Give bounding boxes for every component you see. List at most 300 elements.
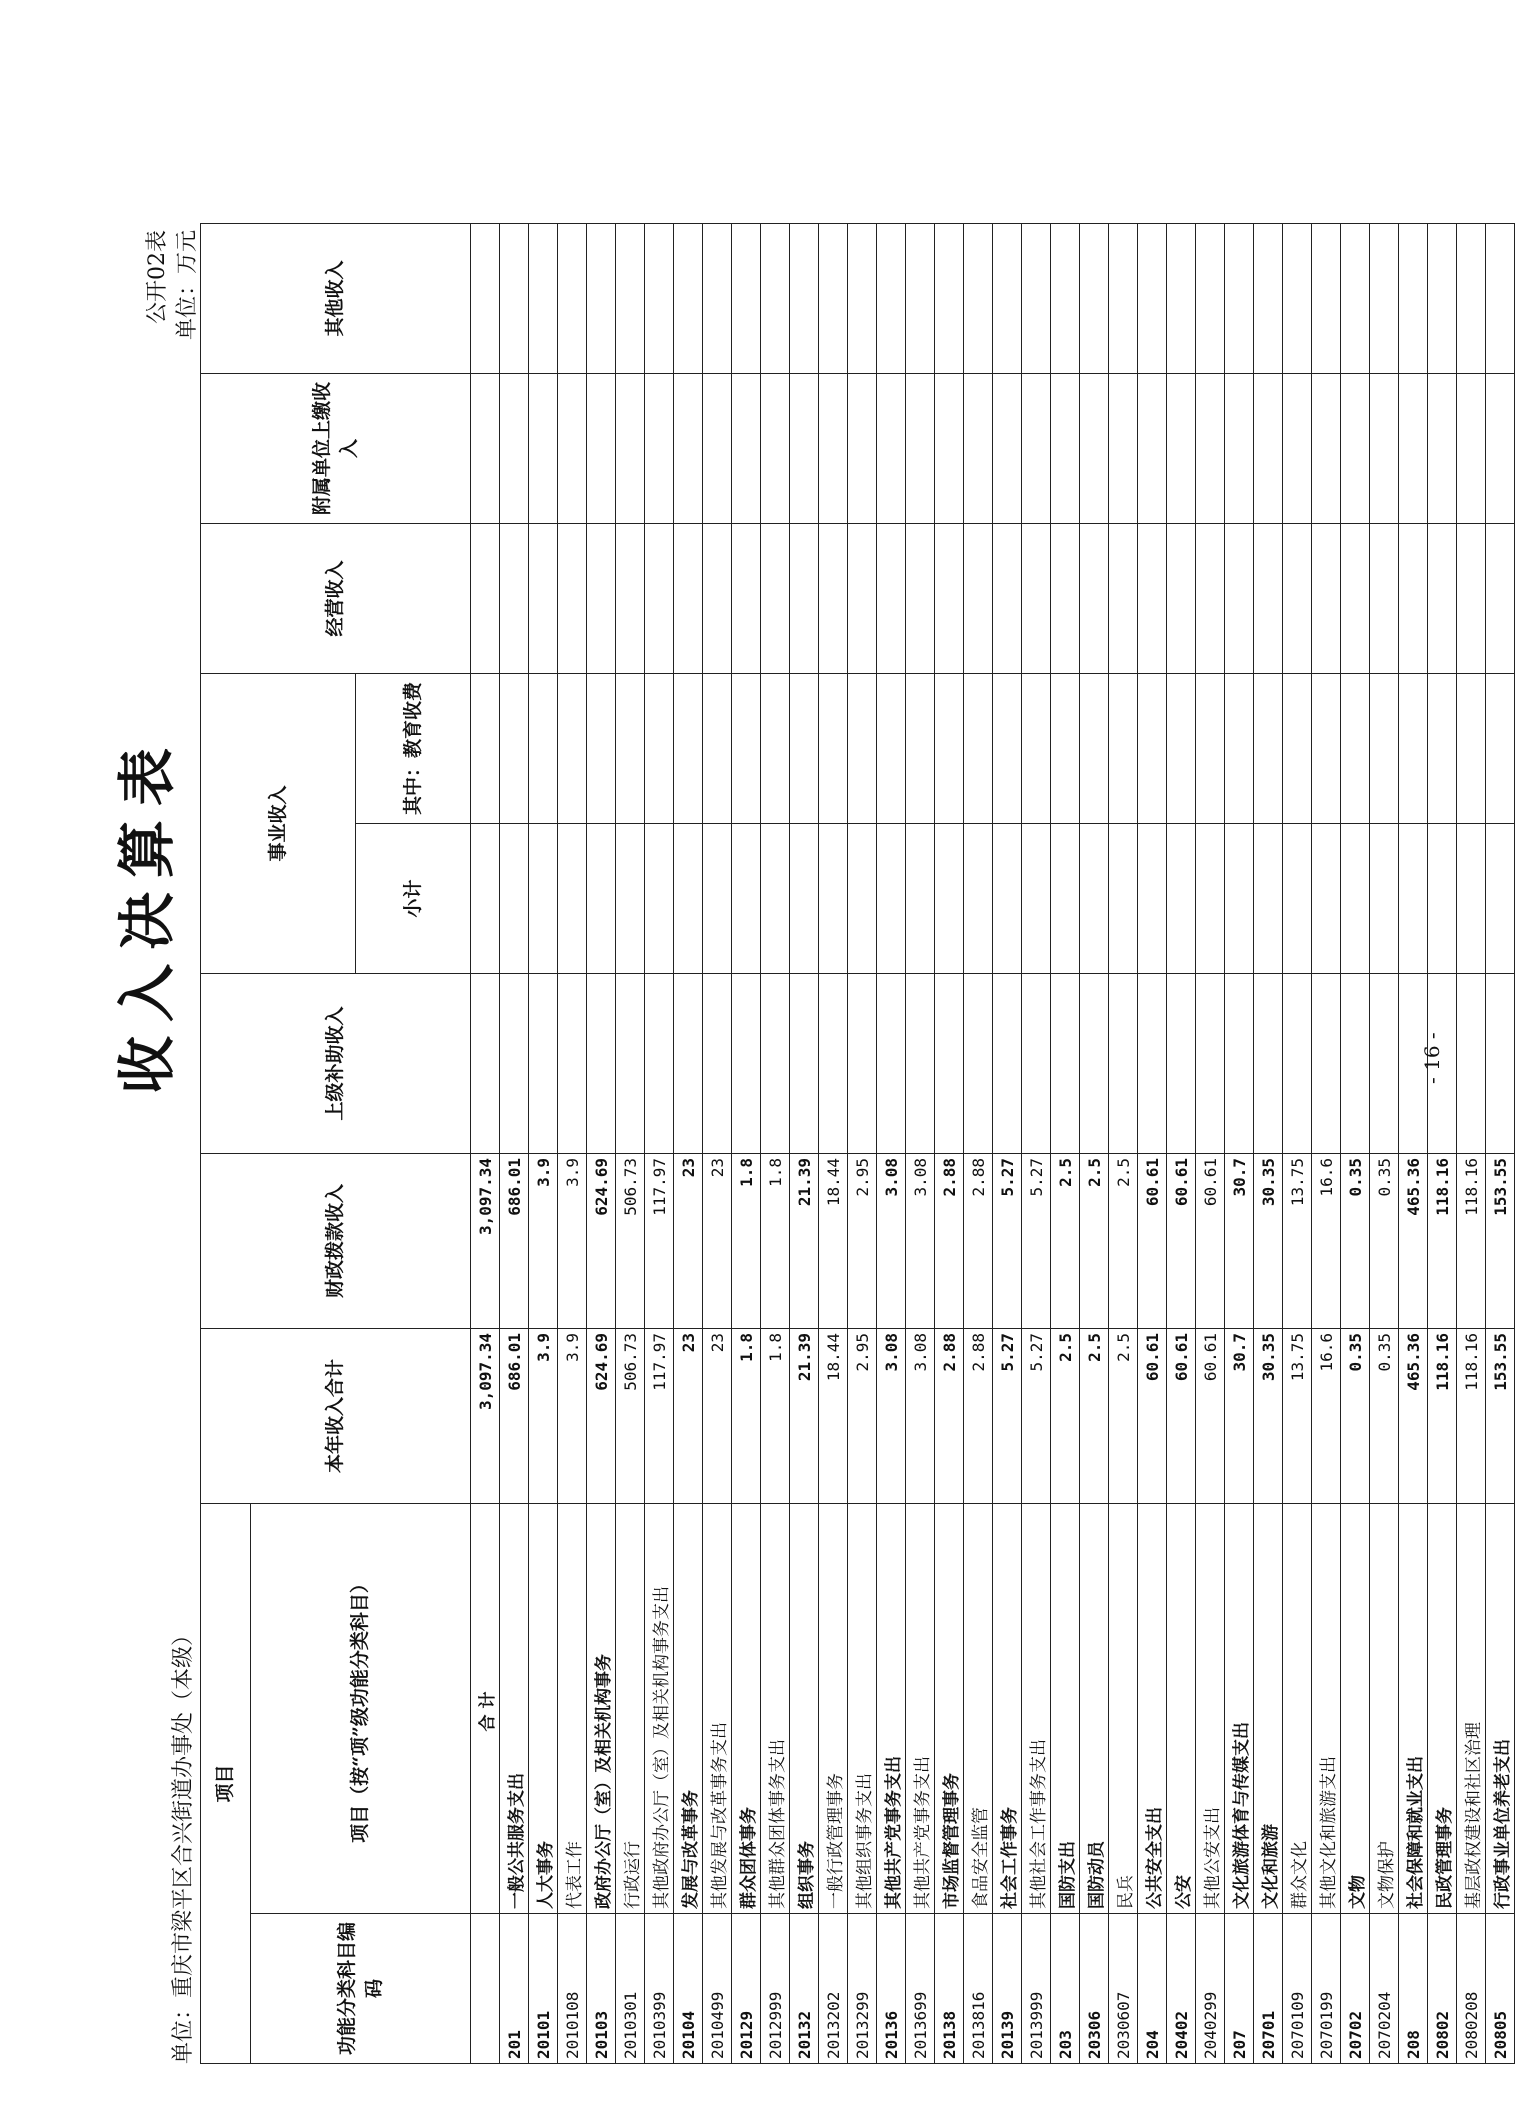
upper-subsidy-cell	[1370, 973, 1399, 1153]
item-name-cell: 民兵	[1109, 1503, 1138, 1913]
fiscal-income-cell: 60.61	[1167, 1153, 1196, 1328]
total-income-cell: 23	[703, 1328, 732, 1503]
business-education-cell	[1283, 673, 1312, 823]
total-income-cell: 23	[674, 1328, 703, 1503]
table-row	[761, 223, 790, 2063]
item-name-cell: 国防支出	[1051, 1503, 1080, 1913]
item-name-cell: 其他共产党事务支出	[906, 1503, 935, 1913]
business-subtotal-cell	[1486, 823, 1515, 973]
affiliated-income-cell	[1254, 373, 1283, 523]
upper-subsidy-cell	[906, 973, 935, 1153]
table-row	[1109, 223, 1138, 2063]
business-education-cell	[1109, 673, 1138, 823]
other-income-cell	[529, 223, 558, 373]
total-income-cell: 118.16	[1457, 1328, 1486, 1503]
fiscal-income-cell: 118.16	[1428, 1153, 1457, 1328]
fiscal-income-cell: 3.08	[906, 1153, 935, 1328]
table-row	[1399, 223, 1428, 2063]
affiliated-income-cell	[1225, 373, 1254, 523]
code-cell: 20402	[1167, 1914, 1196, 2064]
table-row	[790, 223, 819, 2063]
code-cell: 20103	[587, 1914, 616, 2064]
upper-subsidy-cell	[1254, 973, 1283, 1153]
operating-income-cell	[993, 523, 1022, 673]
other-income-cell	[1051, 223, 1080, 373]
table-row	[1051, 223, 1080, 2063]
fiscal-income-cell: 118.16	[1457, 1153, 1486, 1328]
affiliated-income-cell	[1167, 373, 1196, 523]
affiliated-income-cell	[1341, 373, 1370, 523]
business-subtotal-cell	[935, 823, 964, 973]
code-cell: 20101	[529, 1914, 558, 2064]
affiliated-income-cell	[703, 373, 732, 523]
operating-income-cell	[529, 523, 558, 673]
upper-subsidy-cell	[471, 973, 500, 1153]
fiscal-income-cell: 624.69	[587, 1153, 616, 1328]
code-cell: 2070109	[1283, 1914, 1312, 2064]
other-income-cell	[645, 223, 674, 373]
affiliated-income-cell	[1312, 373, 1341, 523]
operating-income-cell	[1457, 523, 1486, 673]
table-row	[1428, 223, 1457, 2063]
business-subtotal-cell	[1109, 823, 1138, 973]
business-subtotal-cell	[1051, 823, 1080, 973]
business-subtotal-cell	[1196, 823, 1225, 973]
table-row	[1196, 223, 1225, 2063]
upper-subsidy-cell	[529, 973, 558, 1153]
fiscal-income-cell: 30.35	[1254, 1153, 1283, 1328]
upper-subsidy-cell	[1341, 973, 1370, 1153]
other-income-cell	[1341, 223, 1370, 373]
total-income-cell: 118.16	[1428, 1328, 1457, 1503]
total-income-cell: 60.61	[1167, 1328, 1196, 1503]
affiliated-income-cell	[1283, 373, 1312, 523]
business-education-cell	[732, 673, 761, 823]
total-income-cell: 117.97	[645, 1328, 674, 1503]
item-name-cell: 代表工作	[558, 1503, 587, 1913]
business-education-cell	[935, 673, 964, 823]
total-income-cell: 0.35	[1370, 1328, 1399, 1503]
code-cell: 20139	[993, 1914, 1022, 2064]
business-education-cell	[1457, 673, 1486, 823]
other-income-cell	[558, 223, 587, 373]
business-subtotal-cell	[1312, 823, 1341, 973]
fiscal-income-cell: 2.5	[1080, 1153, 1109, 1328]
item-name-cell: 其他公安支出	[1196, 1503, 1225, 1913]
affiliated-income-cell	[761, 373, 790, 523]
other-income-cell	[1109, 223, 1138, 373]
business-education-cell	[848, 673, 877, 823]
code-cell: 201	[500, 1914, 529, 2064]
business-education-cell	[558, 673, 587, 823]
business-subtotal-cell	[1167, 823, 1196, 973]
operating-income-cell	[1080, 523, 1109, 673]
item-name-cell: 文化旅游体育与传媒支出	[1225, 1503, 1254, 1913]
business-education-cell	[1225, 673, 1254, 823]
other-income-cell	[587, 223, 616, 373]
fiscal-income-cell: 1.8	[732, 1153, 761, 1328]
table-row	[1370, 223, 1399, 2063]
operating-income-cell	[616, 523, 645, 673]
other-income-cell	[1457, 223, 1486, 373]
business-subtotal-cell	[587, 823, 616, 973]
code-cell: 2010301	[616, 1914, 645, 2064]
business-education-cell	[1167, 673, 1196, 823]
income-statement-table	[200, 223, 1515, 2064]
affiliated-income-cell	[790, 373, 819, 523]
fiscal-income-cell: 60.61	[1196, 1153, 1225, 1328]
fiscal-income-cell: 0.35	[1341, 1153, 1370, 1328]
item-name-cell: 基层政权建设和社区治理	[1457, 1503, 1486, 1913]
other-income-cell	[877, 223, 906, 373]
other-income-cell	[993, 223, 1022, 373]
code-cell: 2070199	[1312, 1914, 1341, 2064]
business-subtotal-cell	[877, 823, 906, 973]
table-row	[529, 223, 558, 2063]
other-income-cell	[500, 223, 529, 373]
fiscal-income-cell: 3.9	[558, 1153, 587, 1328]
upper-subsidy-cell	[645, 973, 674, 1153]
table-row	[616, 223, 645, 2063]
total-income-cell: 3.08	[906, 1328, 935, 1503]
total-income-cell: 1.8	[732, 1328, 761, 1503]
other-income-cell	[819, 223, 848, 373]
upper-subsidy-cell	[964, 973, 993, 1153]
header-project: 项目	[201, 1503, 251, 2063]
affiliated-income-cell	[1138, 373, 1167, 523]
total-income-cell: 465.36	[1399, 1328, 1428, 1503]
other-income-cell	[1196, 223, 1225, 373]
item-name-cell: 民政管理事务	[1428, 1503, 1457, 1913]
upper-subsidy-cell	[500, 973, 529, 1153]
business-education-cell	[1370, 673, 1399, 823]
operating-income-cell	[471, 523, 500, 673]
fiscal-income-cell: 686.01	[500, 1153, 529, 1328]
total-income-cell: 0.35	[1341, 1328, 1370, 1503]
total-income-cell: 3.9	[529, 1328, 558, 1503]
business-subtotal-cell	[732, 823, 761, 973]
upper-subsidy-cell	[993, 973, 1022, 1153]
business-education-cell	[1254, 673, 1283, 823]
fiscal-income-cell: 18.44	[819, 1153, 848, 1328]
table-row	[906, 223, 935, 2063]
code-cell: 2010108	[558, 1914, 587, 2064]
other-income-cell	[761, 223, 790, 373]
operating-income-cell	[674, 523, 703, 673]
affiliated-income-cell	[1370, 373, 1399, 523]
affiliated-income-cell	[1399, 373, 1428, 523]
fiscal-income-cell: 117.97	[645, 1153, 674, 1328]
upper-subsidy-cell	[616, 973, 645, 1153]
code-cell: 20136	[877, 1914, 906, 2064]
header-fiscal-income: 财政拨款收入	[201, 1153, 471, 1328]
code-cell: 2013999	[1022, 1914, 1051, 2064]
business-education-cell	[819, 673, 848, 823]
affiliated-income-cell	[587, 373, 616, 523]
item-name-cell: 其他政府办公厅（室）及相关机构事务支出	[645, 1503, 674, 1913]
item-name-cell: 政府办公厅（室）及相关机构事务	[587, 1503, 616, 1913]
operating-income-cell	[1428, 523, 1457, 673]
upper-subsidy-cell	[703, 973, 732, 1153]
fiscal-income-cell: 23	[674, 1153, 703, 1328]
other-income-cell	[1138, 223, 1167, 373]
upper-subsidy-cell	[790, 973, 819, 1153]
operating-income-cell	[1312, 523, 1341, 673]
header-code: 功能分类科目编码	[251, 1914, 471, 2064]
operating-income-cell	[877, 523, 906, 673]
item-name-cell: 群众团体事务	[732, 1503, 761, 1913]
code-cell: 20306	[1080, 1914, 1109, 2064]
operating-income-cell	[819, 523, 848, 673]
total-income-cell: 18.44	[819, 1328, 848, 1503]
header-upper-subsidy: 上级补助收入	[201, 973, 471, 1153]
affiliated-income-cell	[1196, 373, 1225, 523]
business-subtotal-cell	[616, 823, 645, 973]
business-education-cell	[1341, 673, 1370, 823]
upper-subsidy-cell	[1051, 973, 1080, 1153]
operating-income-cell	[790, 523, 819, 673]
business-subtotal-cell	[819, 823, 848, 973]
header-other-income: 其他收入	[201, 223, 471, 373]
affiliated-income-cell	[935, 373, 964, 523]
fiscal-income-cell: 23	[703, 1153, 732, 1328]
upper-subsidy-cell	[935, 973, 964, 1153]
page-title: 收入决算表	[113, 734, 181, 1095]
operating-income-cell	[848, 523, 877, 673]
total-income-cell: 30.35	[1254, 1328, 1283, 1503]
business-subtotal-cell	[471, 823, 500, 973]
page-number: - 16 -	[1420, 1032, 1444, 1084]
business-subtotal-cell	[674, 823, 703, 973]
fiscal-income-cell: 2.88	[964, 1153, 993, 1328]
header-operating-income: 经营收入	[201, 523, 471, 673]
upper-subsidy-cell	[1138, 973, 1167, 1153]
business-subtotal-cell	[1138, 823, 1167, 973]
operating-income-cell	[1051, 523, 1080, 673]
header-affiliated-income: 附属单位上缴收入	[201, 373, 471, 523]
fiscal-income-cell: 3.9	[529, 1153, 558, 1328]
operating-income-cell	[1196, 523, 1225, 673]
upper-subsidy-cell	[1167, 973, 1196, 1153]
operating-income-cell	[1254, 523, 1283, 673]
affiliated-income-cell	[645, 373, 674, 523]
business-subtotal-cell	[1254, 823, 1283, 973]
total-income-cell: 5.27	[993, 1328, 1022, 1503]
business-education-cell	[906, 673, 935, 823]
business-education-cell	[471, 673, 500, 823]
code-cell: 20702	[1341, 1914, 1370, 2064]
code-cell: 203	[1051, 1914, 1080, 2064]
table-id-label: 公开02表	[145, 230, 170, 324]
other-income-cell	[1399, 223, 1428, 373]
business-subtotal-cell	[703, 823, 732, 973]
header-business-education: 其中：教育收费	[356, 673, 471, 823]
business-subtotal-cell	[761, 823, 790, 973]
code-cell: 20129	[732, 1914, 761, 2064]
table-row	[1080, 223, 1109, 2063]
fiscal-income-cell: 2.88	[935, 1153, 964, 1328]
item-name-cell: 公安	[1167, 1503, 1196, 1913]
table-row	[819, 223, 848, 2063]
affiliated-income-cell	[1022, 373, 1051, 523]
affiliated-income-cell	[1080, 373, 1109, 523]
item-name-cell: 其他共产党事务支出	[877, 1503, 906, 1913]
table-row	[1312, 223, 1341, 2063]
reporting-unit: 单位：重庆市梁平区合兴街道办事处（本级）	[171, 1623, 196, 2064]
item-name-cell: 国防动员	[1080, 1503, 1109, 1913]
fiscal-income-cell: 5.27	[1022, 1153, 1051, 1328]
affiliated-income-cell	[964, 373, 993, 523]
business-subtotal-cell	[529, 823, 558, 973]
table-row	[1283, 223, 1312, 2063]
operating-income-cell	[1399, 523, 1428, 673]
other-income-cell	[732, 223, 761, 373]
table-body	[471, 223, 1515, 2063]
code-cell	[471, 1914, 500, 2064]
code-cell: 20132	[790, 1914, 819, 2064]
total-income-cell: 506.73	[616, 1328, 645, 1503]
other-income-cell	[616, 223, 645, 373]
business-education-cell	[703, 673, 732, 823]
upper-subsidy-cell	[1312, 973, 1341, 1153]
affiliated-income-cell	[1486, 373, 1515, 523]
upper-subsidy-cell	[1283, 973, 1312, 1153]
header-total-income: 本年收入合计	[201, 1328, 471, 1503]
fiscal-income-cell: 21.39	[790, 1153, 819, 1328]
header-business-income: 事业收入	[201, 673, 356, 973]
code-cell: 2080208	[1457, 1914, 1486, 2064]
header-item-name: 项目（按“项”级功能分类科目）	[251, 1503, 471, 1913]
table-row	[674, 223, 703, 2063]
item-name-cell: 行政运行	[616, 1503, 645, 1913]
affiliated-income-cell	[1428, 373, 1457, 523]
operating-income-cell	[1341, 523, 1370, 673]
business-education-cell	[645, 673, 674, 823]
fiscal-income-cell: 465.36	[1399, 1153, 1428, 1328]
business-education-cell	[1486, 673, 1515, 823]
table-row	[1138, 223, 1167, 2063]
table-row	[471, 223, 500, 2063]
business-education-cell	[761, 673, 790, 823]
other-income-cell	[906, 223, 935, 373]
affiliated-income-cell	[1457, 373, 1486, 523]
business-subtotal-cell	[1022, 823, 1051, 973]
total-income-cell: 13.75	[1283, 1328, 1312, 1503]
total-income-cell: 60.61	[1196, 1328, 1225, 1503]
fiscal-income-cell: 2.5	[1109, 1153, 1138, 1328]
fiscal-income-cell: 13.75	[1283, 1153, 1312, 1328]
item-name-cell: 文物保护	[1370, 1503, 1399, 1913]
other-income-cell	[964, 223, 993, 373]
item-name-cell: 其他发展与改革事务支出	[703, 1503, 732, 1913]
affiliated-income-cell	[819, 373, 848, 523]
fiscal-income-cell: 506.73	[616, 1153, 645, 1328]
affiliated-income-cell	[500, 373, 529, 523]
code-cell: 2013816	[964, 1914, 993, 2064]
business-subtotal-cell	[1283, 823, 1312, 973]
code-cell: 20805	[1486, 1914, 1515, 2064]
affiliated-income-cell	[906, 373, 935, 523]
item-name-cell: 群众文化	[1283, 1503, 1312, 1913]
other-income-cell	[848, 223, 877, 373]
total-income-cell: 2.5	[1109, 1328, 1138, 1503]
other-income-cell	[1225, 223, 1254, 373]
operating-income-cell	[761, 523, 790, 673]
table-row	[964, 223, 993, 2063]
other-income-cell	[471, 223, 500, 373]
operating-income-cell	[964, 523, 993, 673]
item-name-cell: 公共安全支出	[1138, 1503, 1167, 1913]
code-cell: 20701	[1254, 1914, 1283, 2064]
operating-income-cell	[1167, 523, 1196, 673]
item-name-cell: 人大事务	[529, 1503, 558, 1913]
item-name-cell: 市场监督管理事务	[935, 1503, 964, 1913]
affiliated-income-cell	[732, 373, 761, 523]
fiscal-income-cell: 3.08	[877, 1153, 906, 1328]
fiscal-income-cell: 153.55	[1486, 1153, 1515, 1328]
item-name-cell: 行政事业单位养老支出	[1486, 1503, 1515, 1913]
upper-subsidy-cell	[674, 973, 703, 1153]
operating-income-cell	[703, 523, 732, 673]
code-cell: 2040299	[1196, 1914, 1225, 2064]
total-income-cell: 624.69	[587, 1328, 616, 1503]
item-name-cell: 合计	[471, 1503, 500, 1913]
item-name-cell: 社会工作事务	[993, 1503, 1022, 1913]
code-cell: 2010399	[645, 1914, 674, 2064]
other-income-cell	[935, 223, 964, 373]
other-income-cell	[1486, 223, 1515, 373]
upper-subsidy-cell	[587, 973, 616, 1153]
code-cell: 2013299	[848, 1914, 877, 2064]
affiliated-income-cell	[674, 373, 703, 523]
fiscal-income-cell: 5.27	[993, 1153, 1022, 1328]
affiliated-income-cell	[1051, 373, 1080, 523]
upper-subsidy-cell	[732, 973, 761, 1153]
other-income-cell	[790, 223, 819, 373]
upper-subsidy-cell	[848, 973, 877, 1153]
other-income-cell	[1283, 223, 1312, 373]
upper-subsidy-cell	[1109, 973, 1138, 1153]
code-cell: 207	[1225, 1914, 1254, 2064]
other-income-cell	[703, 223, 732, 373]
total-income-cell: 2.95	[848, 1328, 877, 1503]
business-subtotal-cell	[906, 823, 935, 973]
total-income-cell: 30.7	[1225, 1328, 1254, 1503]
business-education-cell	[616, 673, 645, 823]
fiscal-income-cell: 1.8	[761, 1153, 790, 1328]
item-name-cell: 一般行政管理事务	[819, 1503, 848, 1913]
operating-income-cell	[645, 523, 674, 673]
total-income-cell: 2.88	[935, 1328, 964, 1503]
other-income-cell	[1312, 223, 1341, 373]
operating-income-cell	[1022, 523, 1051, 673]
business-education-cell	[500, 673, 529, 823]
upper-subsidy-cell	[1080, 973, 1109, 1153]
business-subtotal-cell	[1370, 823, 1399, 973]
code-cell: 2030607	[1109, 1914, 1138, 2064]
header-business-subtotal: 小计	[356, 823, 471, 973]
operating-income-cell	[1283, 523, 1312, 673]
item-name-cell: 文化和旅游	[1254, 1503, 1283, 1913]
total-income-cell: 1.8	[761, 1328, 790, 1503]
business-subtotal-cell	[1080, 823, 1109, 973]
business-education-cell	[993, 673, 1022, 823]
code-cell: 2070204	[1370, 1914, 1399, 2064]
table-row	[1022, 223, 1051, 2063]
other-income-cell	[1428, 223, 1457, 373]
item-name-cell: 其他文化和旅游支出	[1312, 1503, 1341, 1913]
other-income-cell	[674, 223, 703, 373]
